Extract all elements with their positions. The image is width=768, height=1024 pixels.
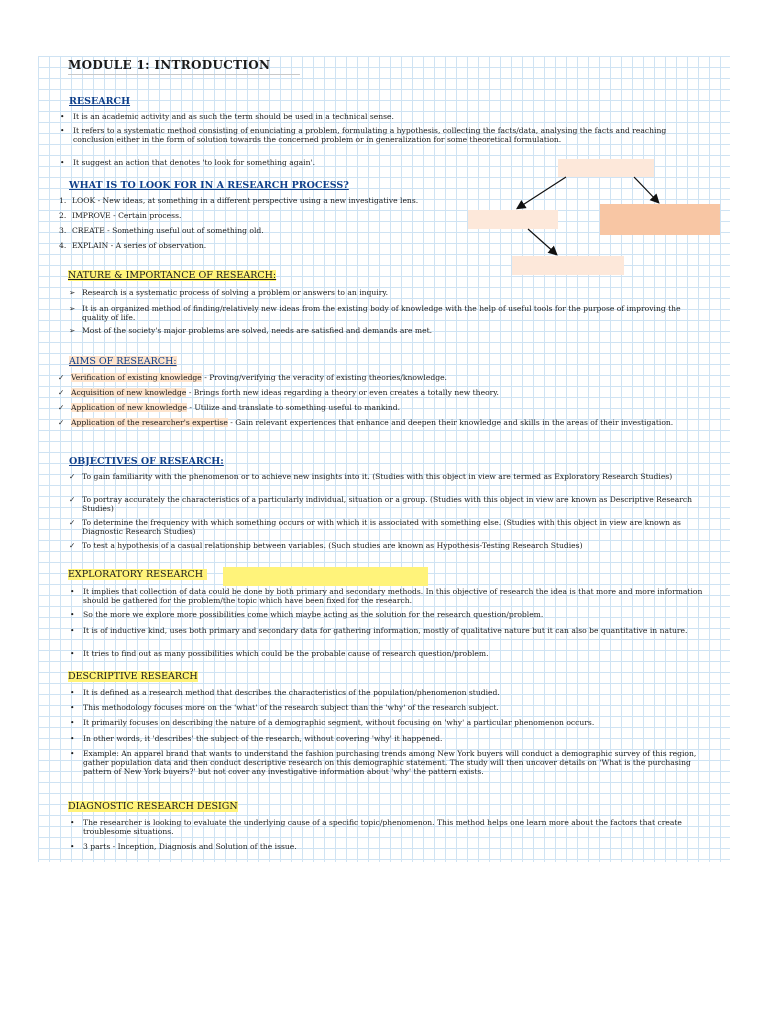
list-item: • It is an academic activity and as such the term should be used in a technical sense. (60, 112, 394, 121)
list-item: ➢ It is an organized method of finding/relatively new ideas from the existing body of knowledge with the help of useful tools for the purpose of improving the quality of life. (69, 304, 681, 323)
bullet-icon: • (70, 842, 75, 851)
check-icon: ✓ (58, 388, 65, 397)
list-item: • It primarily focuses on describing the nature of a demographic segment, without focusing on 'why' a particular phenomenon occurs. (70, 718, 595, 727)
arrow-bullet-icon: ➢ (69, 304, 76, 313)
bullet-icon: • (60, 126, 65, 135)
arrow-bullet-icon: ➢ (69, 326, 76, 335)
list-item: • It implies that collection of data could be done by both primary and secondary methods. In this objective of research the idea is that more and more information should be gathered for the problem/the topic which have been fixed for the research. (70, 587, 703, 606)
heading-descriptive: DESCRIPTIVE RESEARCH (68, 671, 198, 682)
heading-aims: AIMS OF RESEARCH: (69, 356, 177, 367)
check-icon: ✓ (58, 403, 65, 412)
heading-exploratory: EXPLORATORY RESEARCH (68, 569, 207, 580)
list-item: • It is of inductive kind, uses both primary and secondary data for gathering information, mostly of qualitative nature but it can also be quantitative in nature. (70, 626, 688, 635)
check-icon: ✓ (69, 495, 76, 504)
list-item: • It refers to a systematic method consisting of enunciating a problem, formulating a hypothesis, collecting the facts/data, analysing the facts and reaching conclusion either in the form of solution towards the concerned problem or in generalization for some theoretical formulation. (60, 126, 667, 145)
check-icon: ✓ (58, 373, 65, 382)
bullet-icon: • (70, 749, 75, 758)
check-icon: ✓ (69, 472, 76, 481)
bullet-icon: • (70, 818, 75, 827)
bullet-icon: • (70, 703, 75, 712)
bullet-icon: • (70, 626, 75, 635)
check-icon: ✓ (69, 518, 76, 527)
heading-research: RESEARCH (69, 96, 131, 107)
list-item: • This methodology focuses more on the 'what' of the research subject than the 'why' of the research subject. (70, 703, 499, 712)
list-item: • In other words, it 'describes' the subject of the research, without covering 'why' it happened. (70, 734, 443, 743)
list-item: • It tries to find out as many possibilities which could be the probable cause of research question/problem. (70, 649, 489, 658)
list-item: 2. IMPROVE - Certain process. (59, 211, 182, 220)
list-item: ✓ To portray accurately the characteristics of a particularly individual, situation or a group. (Studies with this object in view are known as Descriptive Research Studies) (69, 495, 693, 514)
list-item: ✓ Acquisition of new knowledge - Brings forth new ideas regarding a theory or even creates a totally new theory. (58, 388, 499, 397)
list-item: • Example: An apparel brand that wants to understand the fashion purchasing trends among New York buyers will conduct a demographic survey of this region, gather population data and then conduct descriptive research on this demographic statement. The study will then uncover details on 'What is the purchasing pattern of New York buyers?' but not cover any investigative information about 'why' the pattern exists. (70, 749, 697, 777)
heading-diagnostic: DIAGNOSTIC RESEARCH DESIGN (68, 801, 238, 812)
list-item: • So the more we explore more possibilities come which maybe acting as the solution for the research question/problem. (70, 610, 544, 619)
list-item: 1. LOOK - New ideas, at something in a different perspective using a new investigative lens. (59, 196, 419, 205)
arrow-bullet-icon: ➢ (69, 288, 76, 297)
highlight-block (223, 567, 428, 586)
check-icon: ✓ (69, 541, 76, 550)
list-item: • The researcher is looking to evaluate the underlying cause of a specific topic/phenomenon. This method helps one learn more about the factors that create troublesome situations. (70, 818, 682, 837)
list-item: ✓ Application of new knowledge - Utilize and translate to something useful to mankind. (58, 403, 401, 412)
list-item: • 3 parts - Inception, Diagnosis and Solution of the issue. (70, 842, 297, 851)
bullet-icon: • (60, 158, 65, 167)
bullet-icon: • (70, 649, 75, 658)
list-item: ✓ To gain familiarity with the phenomenon or to achieve new insights into it. (Studies with this object in view are termed as Exploratory Research Studies) (69, 472, 673, 481)
heading-research-process: WHAT IS TO LOOK FOR IN A RESEARCH PROCESS? (69, 180, 349, 191)
list-item: ➢ Research is a systematic process of solving a problem or answers to an inquiry. (69, 288, 389, 297)
heading-nature: NATURE & IMPORTANCE OF RESEARCH: (68, 270, 277, 281)
bullet-icon: • (70, 734, 75, 743)
list-item: • It is defined as a research method that describes the characteristics of the population/phenomenon studied. (70, 688, 500, 697)
bullet-icon: • (60, 112, 65, 121)
bullet-icon: • (70, 587, 75, 596)
list-item: ➢ Most of the society's major problems are solved, needs are satisfied and demands are met. (69, 326, 433, 335)
list-item: 4. EXPLAIN - A series of observation. (59, 241, 207, 250)
list-item: ✓ To determine the frequency with which something occurs or with which it is associated with something else. (Studies with this object in view are known as Diagnostic Research Studies) (69, 518, 681, 537)
list-item: ✓ To test a hypothesis of a casual relationship between variables. (Such studies are known as Hypothesis-Testing Research Studies) (69, 541, 583, 550)
bullet-icon: • (70, 718, 75, 727)
bullet-icon: • (70, 688, 75, 697)
list-item: ✓ Verification of existing knowledge - Proving/verifying the veracity of existing theories/knowledge. (58, 373, 447, 382)
list-item: ✓ Application of the researcher's expertise - Gain relevant experiences that enhance and deepen their knowledge and skills in the areas of their investigation. (58, 418, 674, 427)
bullet-icon: • (70, 610, 75, 619)
page-title: MODULE 1: INTRODUCTION (68, 58, 300, 75)
notes-sheet (38, 56, 730, 862)
list-item: 3. CREATE - Something useful out of something old. (59, 226, 264, 235)
check-icon: ✓ (58, 418, 65, 427)
list-item: • It suggest an action that denotes 'to look for something again'. (60, 158, 315, 167)
heading-objectives: OBJECTIVES OF RESEARCH: (69, 456, 224, 467)
